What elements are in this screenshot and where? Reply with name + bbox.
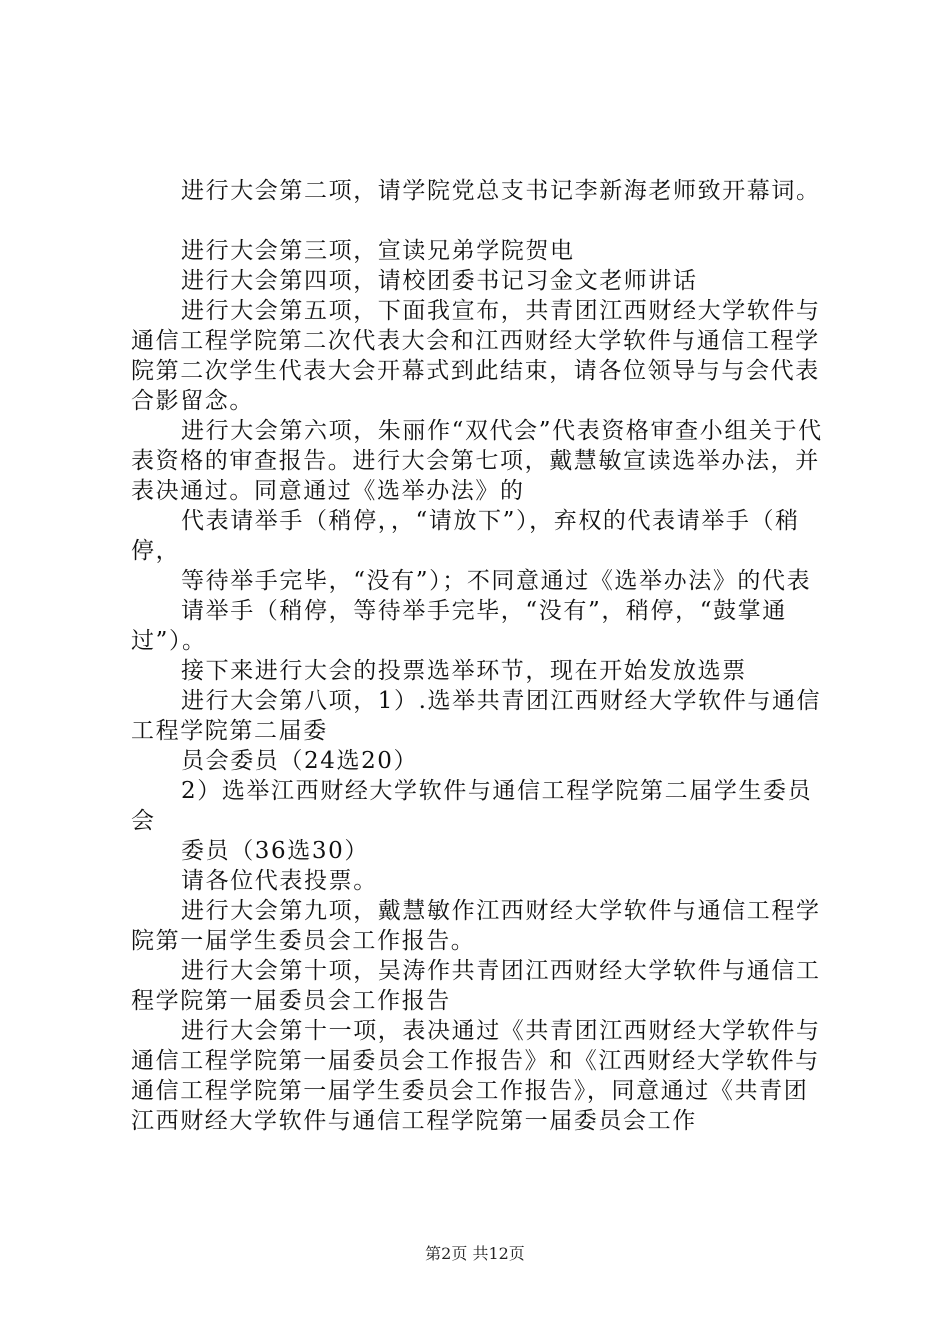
paragraph-cast-votes: 请各位代表投票。 <box>181 868 378 894</box>
paragraph-vote-wait: 等待举手完毕，“没有”）；不同意通过《选举办法》的代表 <box>181 568 812 594</box>
paragraph-election-two-count: 委员（36选30） <box>181 838 369 864</box>
paragraph-opening-end: 进行大会第五项，下面我宣布，共青团江西财经大学软件与通信工程学院第二次代表大会和江西财经大学软件与通信工程学院第二次学生代表大会开幕式到此结束，请各位领导与与会代表合影留念。 <box>131 298 821 414</box>
page-number-footer: 第2页 共12页 <box>425 1244 525 1263</box>
paragraph-student-report: 进行大会第九项，戴慧敏作江西财经大学软件与通信工程学院第一届学生委员会工作报告。 <box>131 898 821 954</box>
paragraph-league-report: 进行大会第十项，吴涛作共青团江西财经大学软件与通信工程学院第一届委员会工作报告 <box>131 958 821 1014</box>
paragraph-ballot: 接下来进行大会的投票选举环节，现在开始发放选票 <box>181 658 747 684</box>
paragraph-election-one-count: 员会委员（24选20） <box>181 748 419 774</box>
paragraph-vote-pass: 请举手（稍停，等待举手完毕，“没有”，稍停，“鼓掌通过”）。 <box>131 598 787 654</box>
document-body <box>131 176 831 1136</box>
paragraph-vote-hands: 代表请举手（稍停，，“请放下”），弃权的代表请举手（稍停， <box>131 508 800 564</box>
paragraph-election-two: 2）选举江西财经大学软件与通信工程学院第二届学生委员会 <box>131 778 813 834</box>
paragraph-qualification-report: 进行大会第六项，朱丽作“双代会”代表资格审查小组关于代表资格的审查报告。进行大会第七项，戴慧敏宣读选举办法，并表决通过。同意通过《选举办法》的 <box>131 418 823 504</box>
paragraph-report-vote: 进行大会第十一项，表决通过《共青团江西财经大学软件与通信工程学院第一届委员会工作报告》和《江西财经大学软件与通信工程学院第一届学生委员会工作报告》，同意通过《共青团江西财经大学软件与通信工程学院第一届委员会工作 <box>131 1018 821 1134</box>
paragraph-congratulations: 进行大会第三项，宣读兄弟学院贺电 <box>181 238 575 264</box>
paragraph-league-speech: 进行大会第四项，请校团委书记习金文老师讲话 <box>181 268 698 294</box>
paragraph-opening-speech: 进行大会第二项，请学院党总支书记李新海老师致开幕词。 <box>181 178 821 204</box>
paragraph-election-one: 进行大会第八项，1）.选举共青团江西财经大学软件与通信工程学院第二届委 <box>131 688 822 744</box>
